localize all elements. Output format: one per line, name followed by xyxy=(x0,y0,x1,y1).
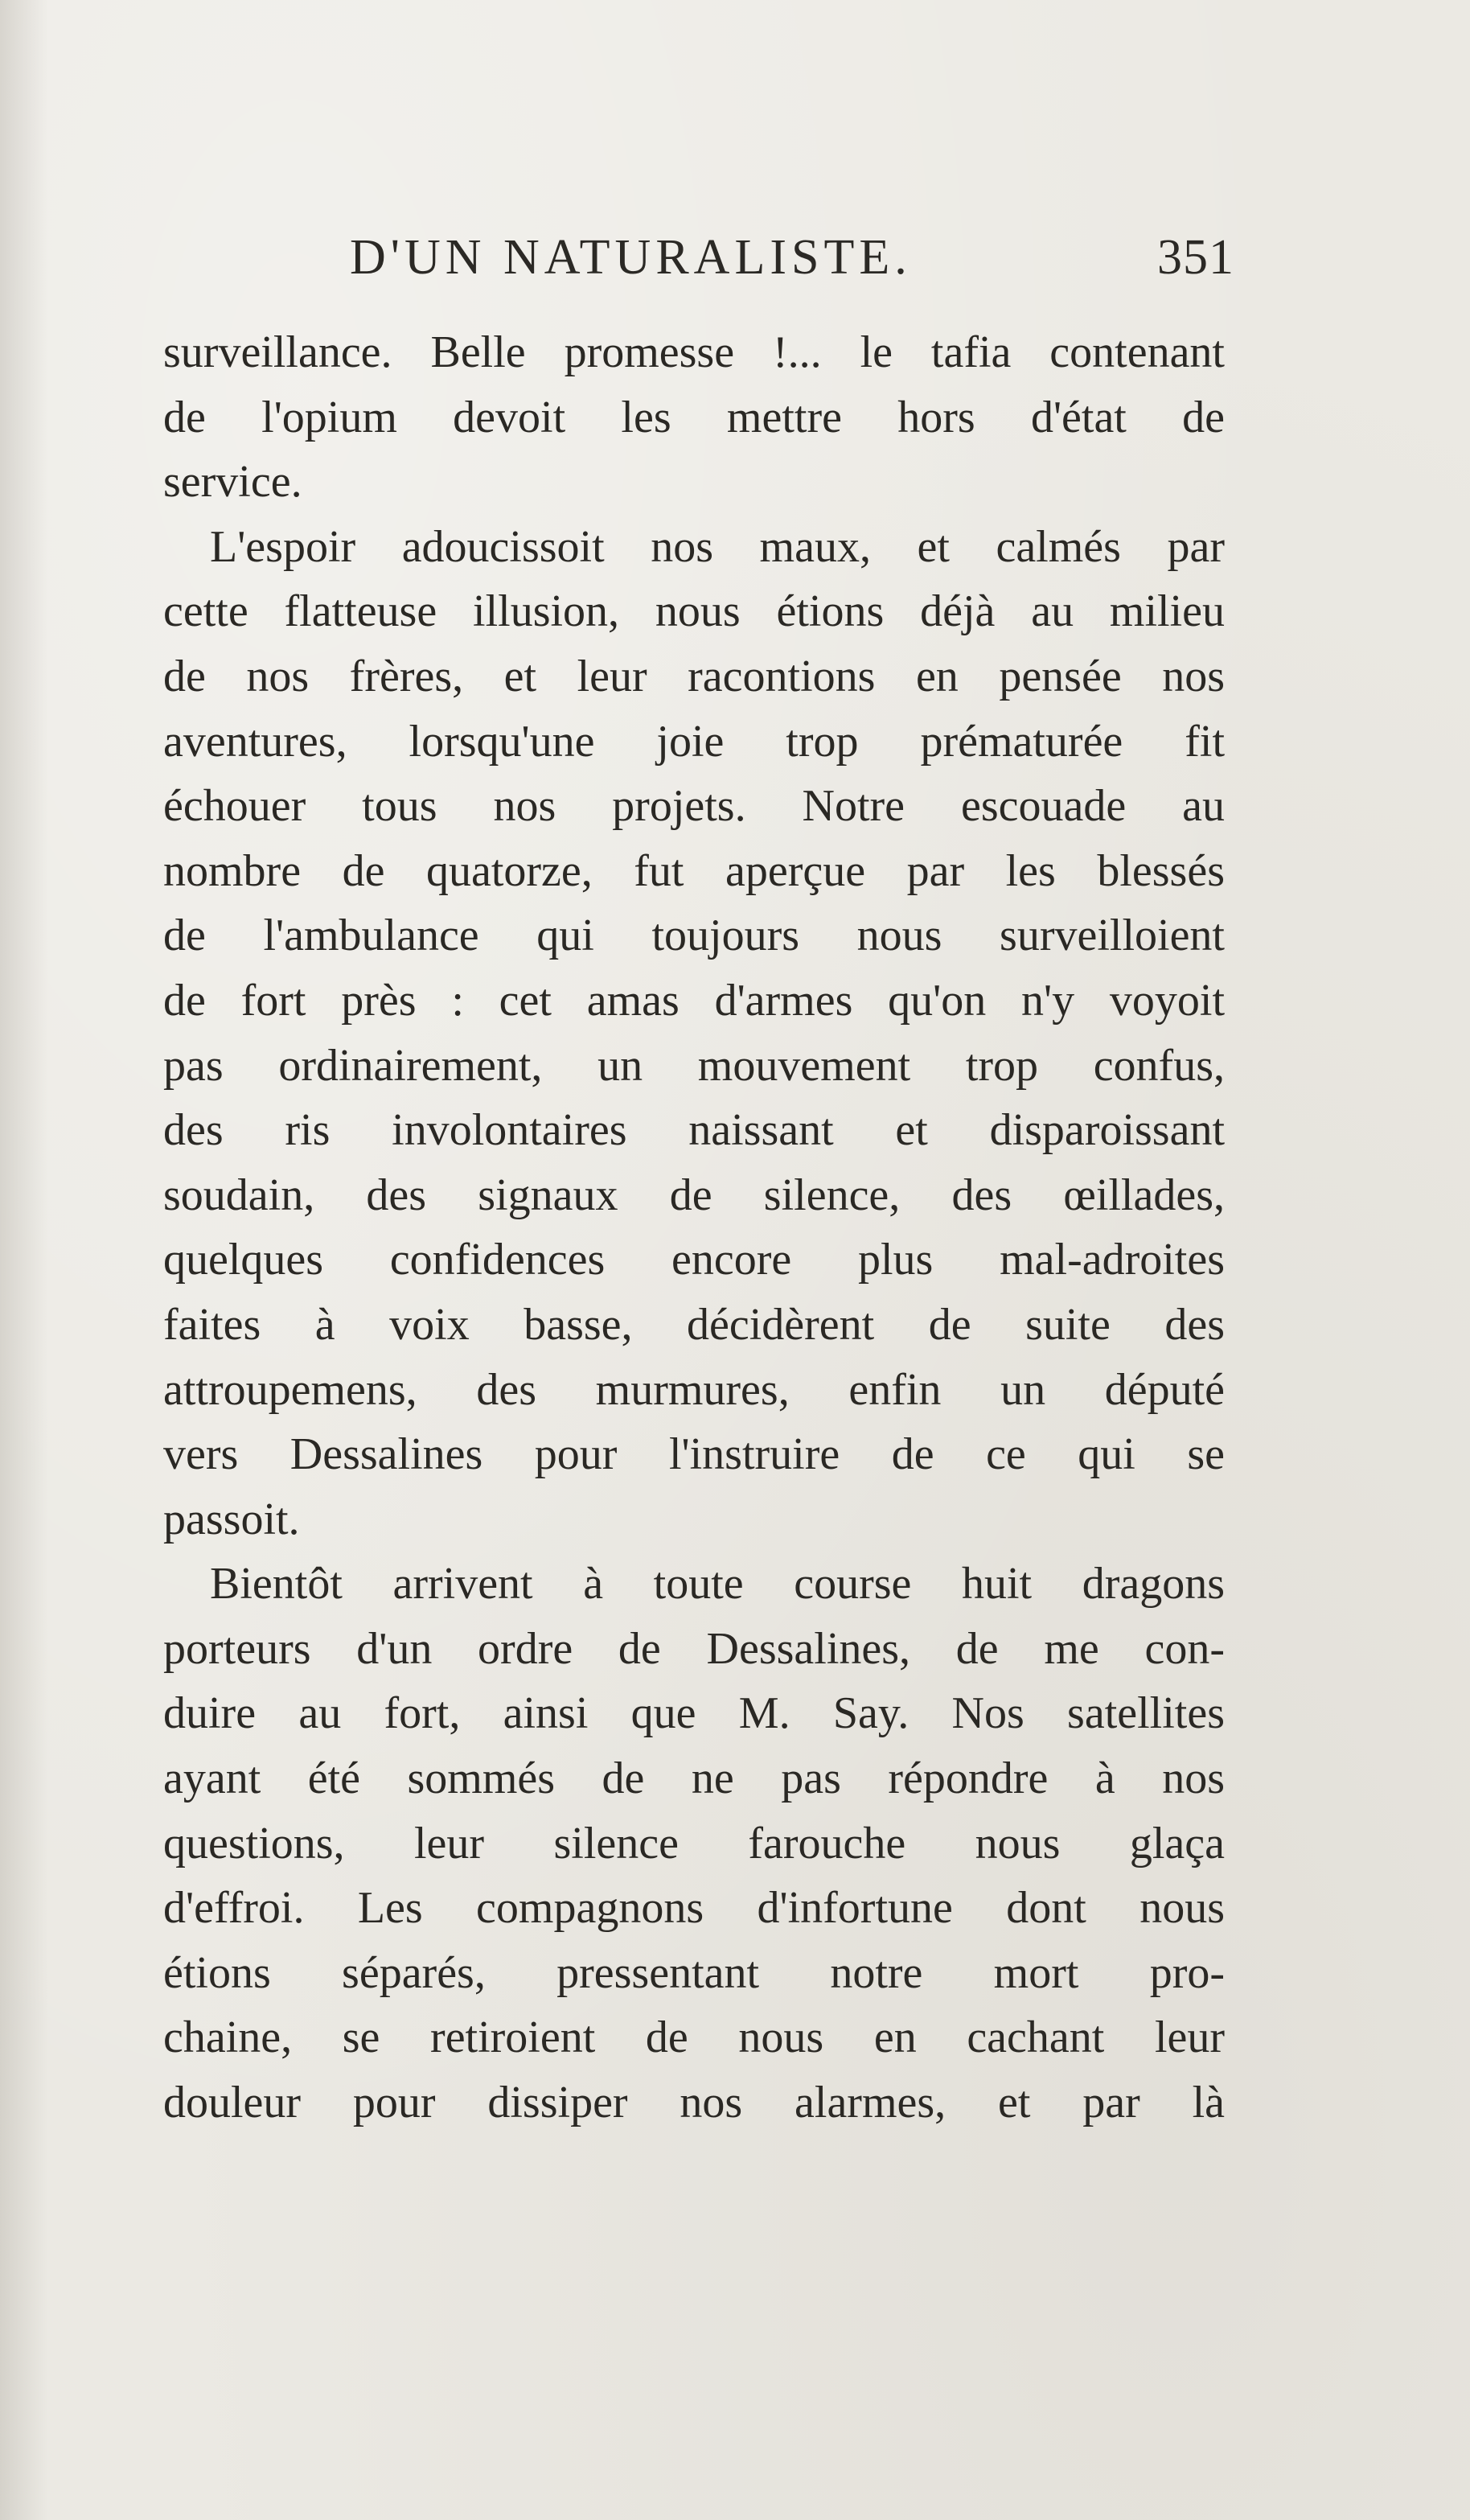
page-number: 351 xyxy=(1157,230,1234,285)
text-line: Bientôt arrivent à toute course huit dragons xyxy=(210,1559,1225,1609)
text-line: passoit. xyxy=(163,1494,300,1544)
text-line: questions, leur silence farouche nous glaça xyxy=(163,1818,1225,1868)
text-line: faites à voix basse, décidèrent de suite des xyxy=(163,1299,1225,1350)
text-line: des ris involontaires naissant et disparoissant xyxy=(163,1105,1225,1156)
text-line: vers Dessalines pour l'instruire de ce qui se xyxy=(163,1429,1225,1480)
text-line: duire au fort, ainsi que M. Say. Nos satellites xyxy=(163,1688,1225,1739)
text-line: ayant été sommés de ne pas répondre à nos xyxy=(163,1753,1225,1804)
body-text xyxy=(163,320,1225,2136)
text-line: quelques confidences encore plus mal-adroites xyxy=(163,1235,1225,1285)
text-line: de l'ambulance qui toujours nous surveilloient xyxy=(163,911,1225,961)
text-line: chaine, se retiroient de nous en cachant leur xyxy=(163,2012,1225,2063)
text-line: nombre de quatorze, fut aperçue par les blessés xyxy=(163,845,1225,896)
text-line: surveillance. Belle promesse !... le tafia contenant xyxy=(163,327,1225,377)
text-line: soudain, des signaux de silence, des œillades, xyxy=(163,1170,1225,1220)
text-line: pas ordinairement, un mouvement trop confus, xyxy=(163,1040,1225,1091)
text-line: échouer tous nos projets. Notre escouade au xyxy=(163,781,1225,832)
text-line: de nos frères, et leur racontions en pensée nos xyxy=(163,651,1225,701)
text-line: de fort près : cet amas d'armes qu'on n'y voyoit xyxy=(163,975,1225,1026)
running-header xyxy=(165,229,1234,302)
text-line: douleur pour dissiper nos alarmes, et par là xyxy=(163,2078,1225,2128)
text-line: porteurs d'un ordre de Dessalines, de me con- xyxy=(163,1623,1225,1674)
text-line: cette flatteuse illusion, nous étions déjà au milieu xyxy=(163,586,1225,637)
text-line: attroupemens, des murmures, enfin un député xyxy=(163,1364,1225,1415)
text-line: service. xyxy=(163,457,302,508)
text-line: de l'opium devoit les mettre hors d'état de xyxy=(163,392,1225,442)
running-title: D'UN NATURALISTE. xyxy=(350,230,912,285)
text-line: étions séparés, pressentant notre mort pro- xyxy=(163,1947,1225,1998)
page-gutter-shadow xyxy=(0,0,48,2520)
text-line: L'espoir adoucissoit nos maux, et calmés par xyxy=(210,521,1225,572)
text-line: aventures, lorsqu'une joie trop prématurée fit xyxy=(163,716,1225,767)
text-line: d'effroi. Les compagnons d'infortune dont nous xyxy=(163,1883,1225,1934)
